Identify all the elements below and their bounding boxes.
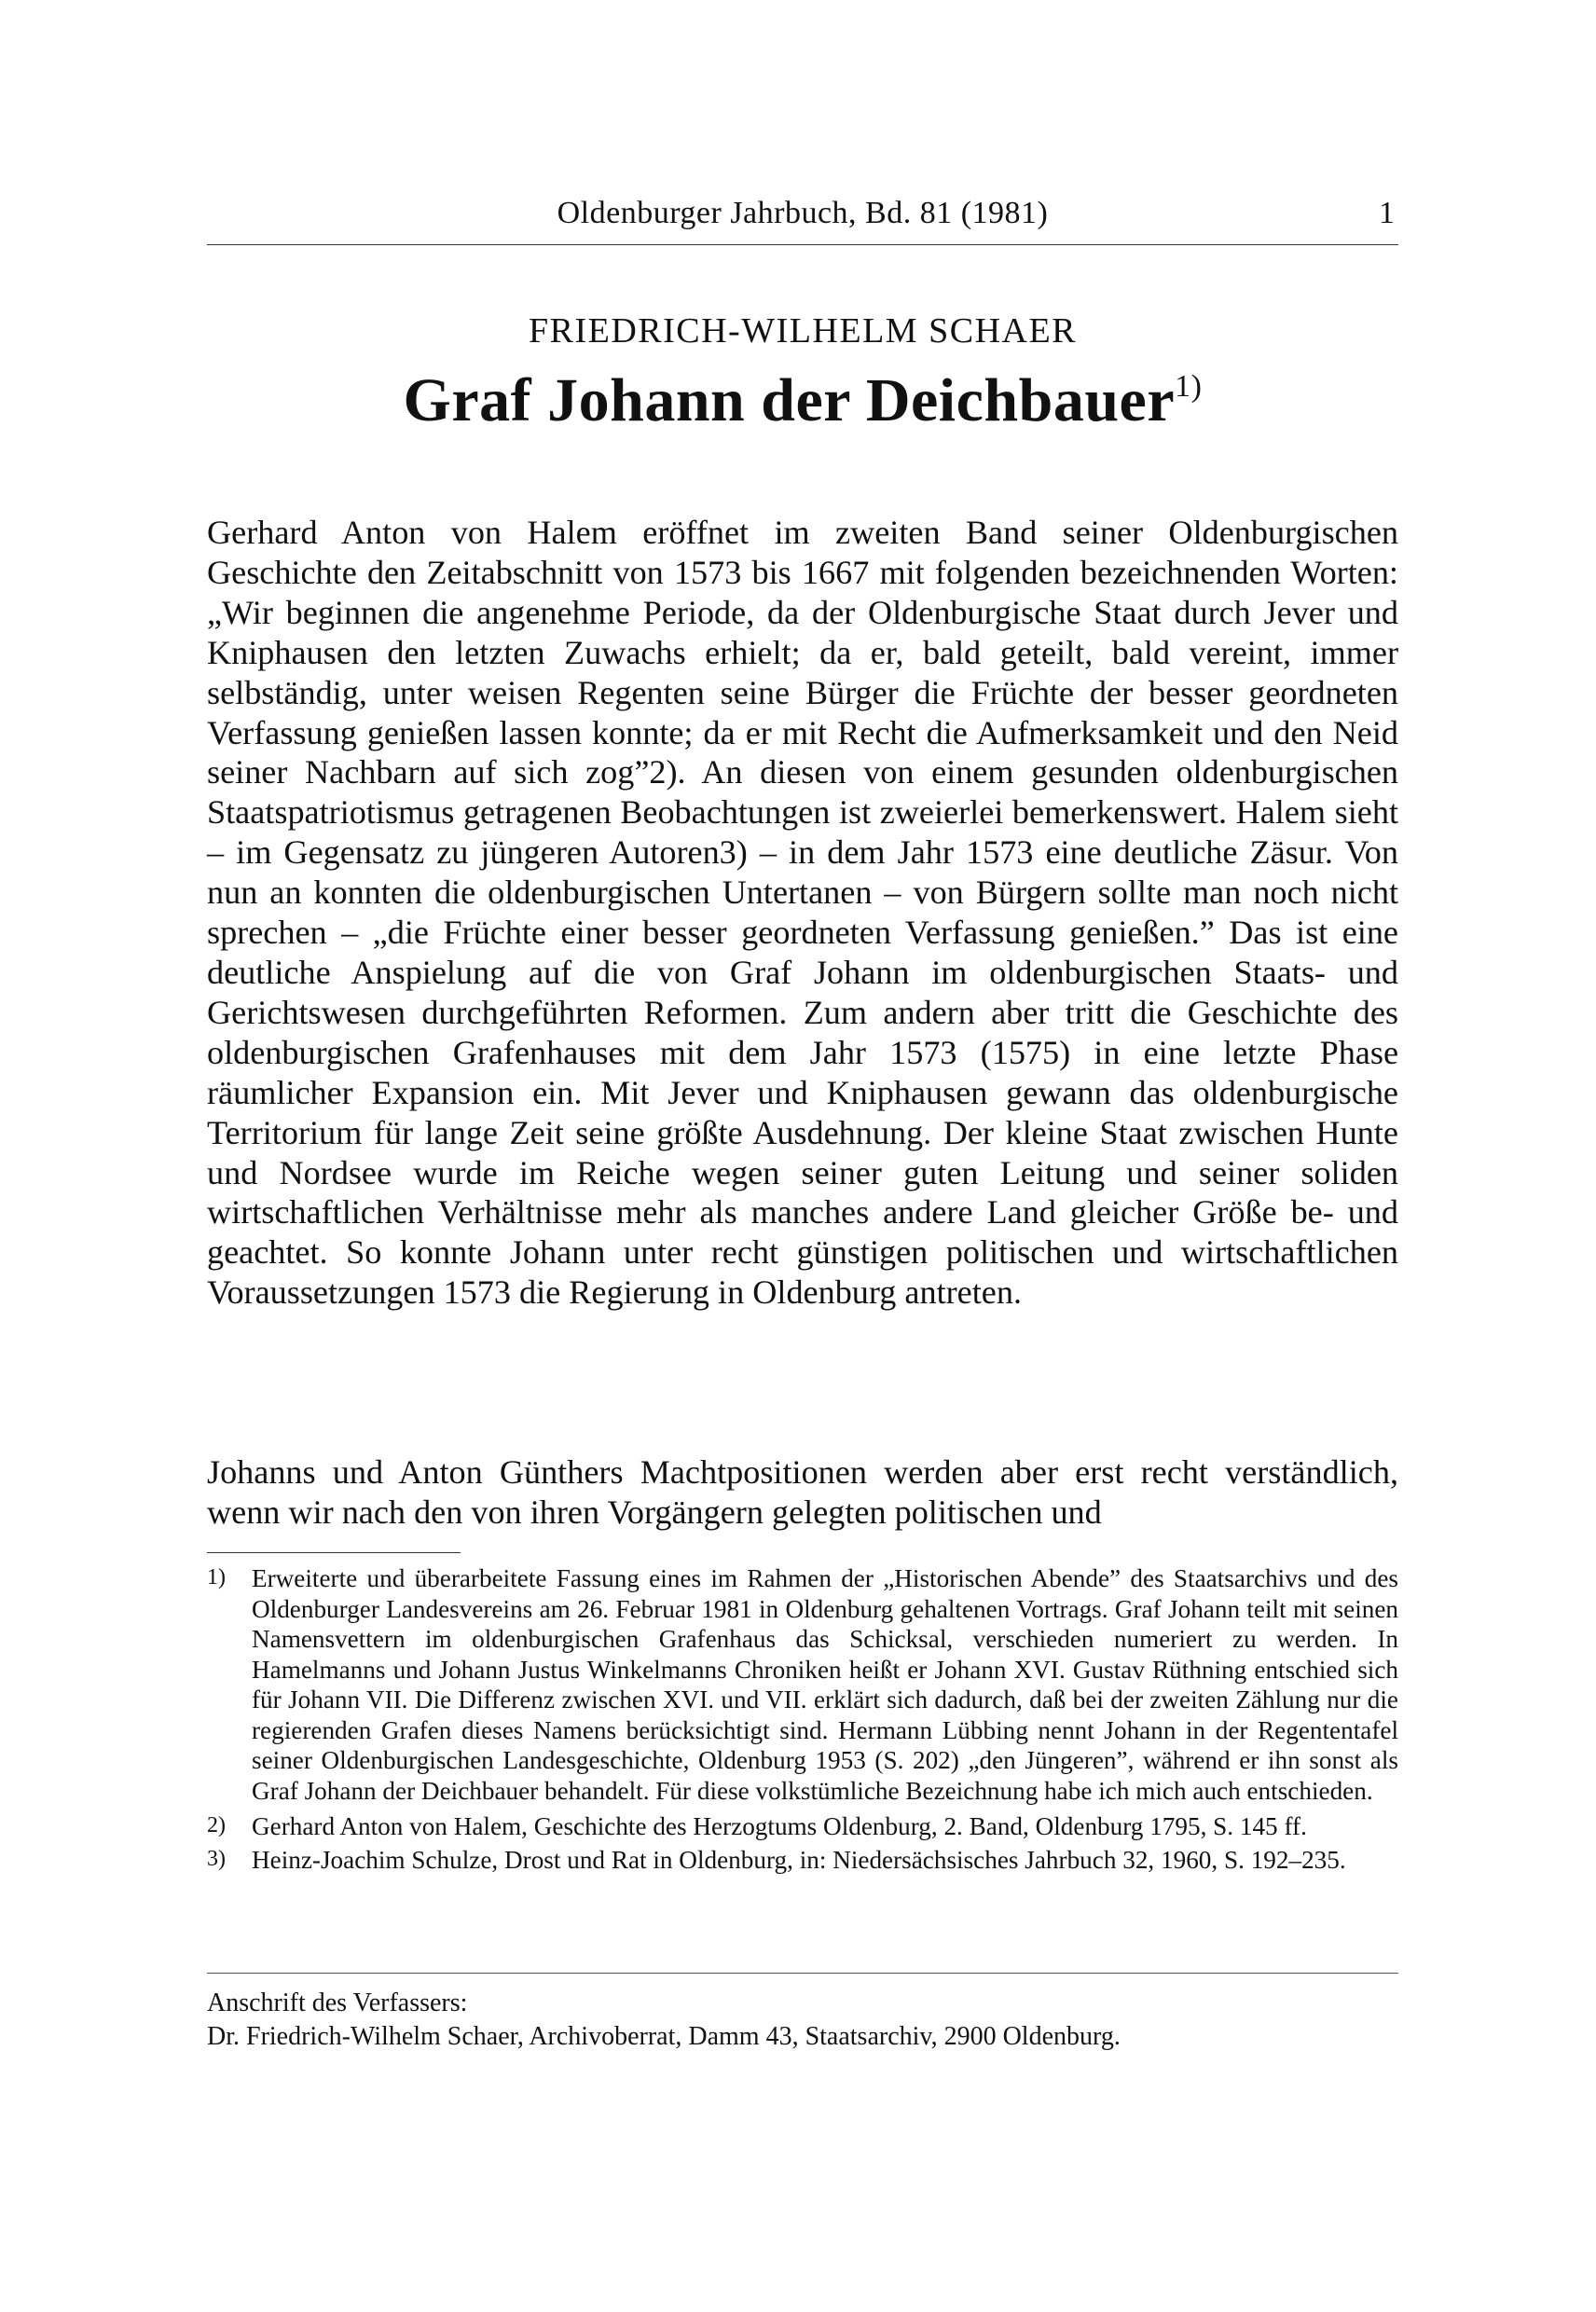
- footnote-marker: 2): [207, 1813, 226, 1837]
- paragraph-text: Gerhard Anton von Halem eröffnet im zweiten Band seiner Oldenburgischen Geschichte den Zeitabschnitt von 1573 bis 1667 mit folgenden bezeichnenden Worten: „Wir beginnen die angenehme Periode, da der Oldenburgische Staat durch Jever und Kniphausen den letzten Zuwachs erhielt; da er, bald geteilt, bald vereint, immer selbständig, unter weisen Regenten seine Bürger die Früchte der besser geordneten Verfassung genießen lassen konnte; da er mit Recht die Aufmerksamkeit und den Neid seiner Nachbarn auf sich zog”2). An diesen von einem gesunden oldenburgischen Staatspatriotismus getragenen Beobachtungen ist zweierlei bemerkenswert. Halem sieht – im Gegensatz zu jüngeren Autoren3) – in dem Jahr 1573 eine deutliche Zäsur. Von nun an konnten die oldenburgischen Untertanen – von Bürgern sollte man noch nicht sprechen – „die Früchte einer besser geordneten Verfassung genießen.” Das ist eine deutliche Anspielung auf die von Graf Johann im oldenburgischen Staats- und Gerichtswesen durchgeführten Reformen. Zum andern aber tritt die Geschichte des oldenburgischen Grafenhauses mit dem Jahr 1573 (1575) in eine letzte Phase räumlicher Expansion ein. Mit Jever und Kniphausen gewann das oldenburgische Territorium für lange Zeit seine größte Ausdehnung. Der kleine Staat zwischen Hunte und Nordsee wurde im Reiche wegen seiner guten Leitung und seiner soliden wirtschaftlichen Verhältnisse mehr als manches andere Land gleicher Größe be- und geachtet. So konnte Johann unter recht günstigen politischen und wirtschaftlichen Voraussetzungen 1573 die Regierung in Oldenburg antreten.: [207, 514, 1398, 1312]
- article-author: FRIEDRICH-WILHELM SCHAER: [528, 311, 1078, 351]
- body-paragraph-2: [207, 1452, 1398, 1533]
- footnote-text: Gerhard Anton von Halem, Geschichte des Herzogtums Oldenburg, 2. Band, Oldenburg 1795, S. 145 ff.: [252, 1812, 1307, 1840]
- article-title-text: Graf Johann der Deichbauer: [403, 366, 1176, 434]
- address-label: Anschrift des Verfassers:: [207, 1989, 468, 2017]
- footnote-rule: [207, 1552, 461, 1553]
- journal-title: Oldenburger Jahrbuch, Bd. 81 (1981): [557, 196, 1049, 230]
- address-line: Dr. Friedrich-Wilhelm Schaer, Archivoberrat, Damm 43, Staatsarchiv, 2900 Oldenburg.: [207, 2022, 1121, 2051]
- footnote-marker: 1): [207, 1565, 226, 1590]
- footnote-1: [207, 1563, 1398, 1806]
- page-number: 1: [1379, 196, 1395, 230]
- body-paragraph-1: [207, 513, 1398, 1313]
- article-title: [207, 365, 1398, 436]
- running-header: [207, 188, 1398, 244]
- footnote-marker: 3): [207, 1846, 226, 1871]
- footnote-text: Erweiterte und überarbeitete Fassung eines im Rahmen der „Historischen Abende” des Staatsarchivs und des Oldenburger Landesvereins am 26. Februar 1981 in Oldenburg gehaltenen Vortrags. Graf Johann teilt mit seinen Namensvettern im oldenburgischen Grafenhaus das Schicksal, verschieden numeriert zu werden. In Hamelmanns und Johann Justus Winkelmanns Chroniken heißt er Johann XVI. Gustav Rüthning entschied sich für Johann VII. Die Differenz zwischen XVI. und VII. erklärt sich dadurch, daß bei der zweiten Zählung nur die regierenden Grafen dieses Namens berücksichtigt sind. Hermann Lübbing nennt Johann in der Regententafel seiner Oldenburgischen Landesgeschichte, Oldenburg 1953 (S. 202) „den Jüngeren”, während er ihn sonst als Graf Johann der Deichbauer behandelt. Für diese volkstümliche Bezeichnung habe ich mich auch entschieden.: [252, 1564, 1398, 1805]
- footnotes: [207, 1563, 1398, 1878]
- author-address: [207, 1987, 1398, 2054]
- title-footnote-ref: 1): [1175, 369, 1203, 404]
- address-rule: [207, 1973, 1398, 1974]
- footnote-3: [207, 1845, 1398, 1876]
- footnote-2: [207, 1811, 1398, 1842]
- header-rule: [207, 244, 1398, 245]
- footnote-text: Heinz-Joachim Schulze, Drost und Rat in Oldenburg, in: Niedersächsisches Jahrbuch 32, 1960, S. 192–235.: [252, 1845, 1346, 1874]
- paragraph-text: Johanns und Anton Günthers Machtpositionen werden aber erst recht verständlich, wenn wir nach den von ihren Vorgängern gelegten politischen und: [207, 1453, 1398, 1531]
